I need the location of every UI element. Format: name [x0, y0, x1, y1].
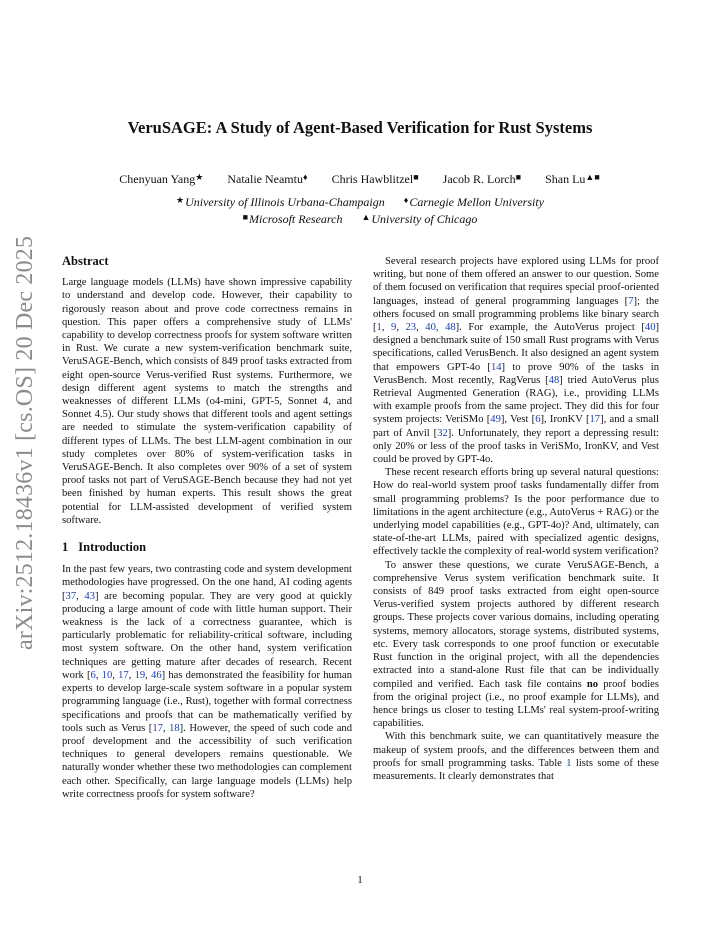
citation-link[interactable]: 49	[490, 414, 501, 426]
page-number: 1	[357, 874, 363, 886]
paper-title: VeruSAGE: A Study of Agent-Based Verification for Rust Systems	[127, 118, 593, 137]
affiliation-mark: ▲	[361, 212, 371, 222]
author	[227, 172, 308, 186]
author	[443, 172, 522, 186]
body-paragraph: Several research projects have explored using LLMs for proof writing, but none of them offered an answer to our question. Some of them focused on verification that requires special proof-oriented languages, instead of general programming languages [7]; the others focused on small programming problems like binary search [1, 9, 23, 40, 48]. For example, the AutoVerus project [40] designed a benchmark suite of 150 small Rust programs with Verus specifications, called VerusBench. It also designed an agent system that empowers GPT-4o [14] to prove 90% of the tasks in VerusBench. Most recently, RagVerus [48] tried AutoVerus plus Retrieval Augmented Generation (RAG), i.e., providing LLMs with example proofs from the same project. They did this for four system projects: VeriSMo [49], Vest [6], IronKV [17], and a small part of Anvil [32]. Unfortunately, they report a depressing result: only 20% or less of the proof tasks in VeriSMo, IronKV, and Vest could be proved by GPT-4o.	[373, 256, 660, 466]
text-run: ], Vest [	[500, 414, 536, 426]
author	[119, 172, 204, 186]
author-mark: ■	[515, 172, 522, 182]
affiliation	[404, 195, 544, 209]
abstract-heading: Abstract	[62, 254, 109, 268]
citation-link[interactable]: 10	[101, 669, 113, 681]
text-run: ] are becoming popular. They are very good at quickly producing a large amount of code with little human support. Their weakness is the lack of a correctness guarantee, which is particularly problematic for reliability-critical software, including most system software. On the other hand, system verification techniques are getting mature after decades of research. Recent work [	[62, 590, 353, 681]
text-run: ] tried AutoVerus plus Retrieval Augmented Generation (RAG), i.e., providing LLMs with example proofs from the same project. They did this for four system projects: VeriSMo [	[373, 374, 659, 426]
arxiv-stamp[interactable]: arXiv:2512.18436v1 [cs.OS] 20 Dec 2025	[12, 235, 38, 650]
author-name: Chris Hawblitzel	[331, 172, 414, 186]
citation-link[interactable]: 9	[391, 322, 397, 334]
text-run: ] designed a benchmark suite of 150 small Rust programs with Verus specifications, called VerusBench. It also designed an agent system that empowers GPT-4o [	[373, 322, 660, 373]
citation-link[interactable]: 48	[548, 374, 560, 386]
text-run: In the past few years, two contrasting code and system development methodologies have progressed. On the one hand, AI coding agents [	[62, 564, 352, 602]
author-name: Natalie Neamtu	[227, 172, 303, 186]
citation-link[interactable]: 19	[134, 669, 146, 681]
affiliation	[361, 212, 477, 226]
affiliation	[176, 195, 385, 209]
section-number: 1	[62, 540, 69, 555]
affiliation-mark: ■	[242, 212, 249, 222]
emphasis: no	[586, 678, 599, 690]
text-run: ] to prove 90% of the tasks in VerusBench. Most recently, RagVerus [	[373, 361, 659, 386]
citation-link[interactable]: 17	[118, 669, 129, 681]
text-run: ]; the others focused on small programming problems like binary search [	[373, 295, 659, 334]
author	[545, 172, 601, 186]
author-name: Jacob R. Lorch	[442, 172, 516, 186]
citation-link[interactable]: 37	[65, 590, 77, 602]
author-mark: ★	[195, 172, 204, 182]
citation-link[interactable]: 32	[437, 427, 448, 439]
text-run: ]. However, the speed of such code and proof development and the accessibility of such verification techniques to general developers remains questionable. We naturally wonder whether these two methodologies can complement each other. Specifically, can large language models (LLMs) help write correctness proofs for system software?	[62, 722, 352, 800]
text-run: ,	[76, 590, 85, 602]
text-run: With this benchmark suite, we can quantitatively measure the makeup of system proofs, and the differences between them and proofs for small programming tasks. Table	[373, 731, 659, 769]
body-paragraph	[373, 559, 659, 731]
right-column	[373, 255, 659, 783]
abstract-text: Large language models (LLMs) have shown impressive capability to understand and develop code. However, their capability to rigorously reason about and prove code correctness remains in question. This paper offers a comprehensive study of LLMs' capability to develop correctness proofs for system software written in Rust. We curate a new system-verification benchmark suite, VeruSAGE-Bench, which consists of 849 proof tasks extracted from eight open-source Verus-verified Rust systems. Furthermore, we design different agent systems to match the strengths and weaknesses of different LLMs (o4-mini, GPT-5, Sonnet 4, and Sonnet 4.5). Our study shows that different tools and agent settings are needed to stimulate the system-verification capability of different types of LLMs. The best LLM-agent combination in our study completes over 80% of system-verification tasks in VeruSAGE-Bench. It also completes over 90% of a set of system proof tasks not part of VeruSAGE-Bench because they had not yet been finished by human experts. This result shows the great potential for LLM-assisted development of verified system software.	[62, 277, 352, 526]
author	[332, 172, 420, 186]
citation-link[interactable]: 18	[169, 722, 180, 734]
text-run: ], and a small part of Anvil [	[373, 414, 659, 439]
author-name: Shan Lu	[545, 172, 586, 186]
text-run: lists some of these measurements. It clearly demonstrates that	[373, 757, 660, 782]
text-run: ]. For example, the AutoVerus project [	[455, 322, 645, 334]
author-mark: ♦	[302, 172, 308, 182]
body-paragraph: These recent research efforts bring up several natural questions: How do real-world system proof tasks fundamentally differ from small programming problems? Is the poor performance due to limitations in the agent architecture (e.g., AutoVerus + RAG) or the underlying model capabilities (e.g., GPT-4o)? And, ultimately, can state-of-the-art LLMs, paired with specialized agentic designs, effectively tackle the complexity of real-world system verification?	[373, 467, 659, 558]
citation-link[interactable]: 23	[405, 322, 417, 334]
body-paragraph	[373, 730, 659, 783]
text-run: Several research projects have explored using LLMs for proof writing, but none of them offered an answer to our question. Some of them focused on verification that requires special proof-oriented languages, instead of general programming languages [	[373, 256, 659, 307]
affiliation-line	[60, 212, 660, 227]
citation-link[interactable]: 48	[445, 322, 456, 334]
table-reference-link[interactable]: 1	[566, 757, 572, 769]
text-run: ] has demonstrated the feasibility for human experts to develop large-scale system software in a popular system programming language (i.e., Rust), together with formal correctness specifications and proofs that can be mathematically verified by tools such as Verus [	[62, 669, 353, 734]
text-run: ], IronKV [	[540, 414, 590, 426]
intro-paragraph: In the past few years, two contrasting code and system development methodologies have progressed. On the one hand, AI coding agents [37, 43] are becoming popular. They are very good at quickly producing a large amount of code with little human support. Their weakness is the lack of a correctness guarantee, which is particularly problematic for reliability-critical software, including most system software. On the other hand, system verification techniques are getting mature after decades of research. Recent work [6, 10, 17, 19, 46] has demonstrated the feasibility for human experts to develop large-scale system software in a popular system programming language (i.e., Rust), together with formal correctness specifications and proofs that can be mathematically verified by tools such as Verus [17, 18]. However, the speed of such code and proof development and the accessibility of such verification techniques to general developers remains questionable. We naturally wonder whether these two methodologies can complement each other. Specifically, can large language models (LLMs) help write correctness proofs for system software?	[62, 564, 353, 800]
citation-link[interactable]: 6	[535, 414, 541, 426]
affiliation	[243, 212, 343, 226]
affiliation-name: University of Illinois Urbana-Champaign	[185, 195, 385, 209]
citation-link[interactable]: 7	[628, 295, 634, 307]
citation-link[interactable]: 1	[376, 322, 382, 334]
citation-link[interactable]: 40	[644, 322, 656, 334]
section-heading	[62, 541, 352, 554]
author-name: Chenyuan Yang	[119, 172, 196, 186]
citation-link[interactable]: 46	[151, 669, 162, 681]
affiliation-name: Microsoft Research	[249, 212, 343, 226]
affiliation-name: Carnegie Mellon University	[409, 195, 544, 209]
citation-link[interactable]: 17	[152, 722, 163, 734]
text-run: To answer these questions, we curate VeruSAGE-Bench, a comprehensive Verus system verification benchmark suite. It consists of 849 proof tasks extracted from eight open-source Verus-verified system projects authored by different research groups. These projects cover various domains, including operating systems, memory allocators, storage systems, distributed systems, etc. Every task corresponds to one proof function or executable Rust function in the original project, with all the dependencies extracted into a stand-alone Rust file that can be individually compiled and verified. Each task file contains	[373, 559, 659, 690]
affiliation-mark: ♦	[403, 195, 409, 205]
text-run: proof bodies from the original project (i.e., no proof example for LLMs), and hence brings us closer to testing LLMs' real system-proof-writing capabilities.	[373, 678, 659, 730]
citation-link[interactable]: 43	[84, 590, 95, 602]
affiliation-name: University of Chicago	[371, 212, 478, 226]
section-title: Introduction	[78, 540, 147, 555]
author-mark: ▲■	[585, 172, 600, 182]
citation-link[interactable]: 6	[90, 669, 96, 681]
citation-link[interactable]: 14	[490, 361, 502, 373]
text-run: ]. Unfortunately, they report a depressing result: only 20% or less of the proof tasks in VeriSMo, IronKV, and Vest could be proved by GPT-4o.	[373, 427, 659, 466]
citation-link[interactable]: 17	[589, 414, 601, 426]
citation-link[interactable]: 40	[425, 322, 436, 334]
affiliation-mark: ★	[176, 195, 185, 205]
affiliation-line	[60, 195, 660, 210]
left-column	[62, 255, 352, 801]
author-list	[60, 172, 660, 187]
author-mark: ■	[413, 172, 419, 182]
